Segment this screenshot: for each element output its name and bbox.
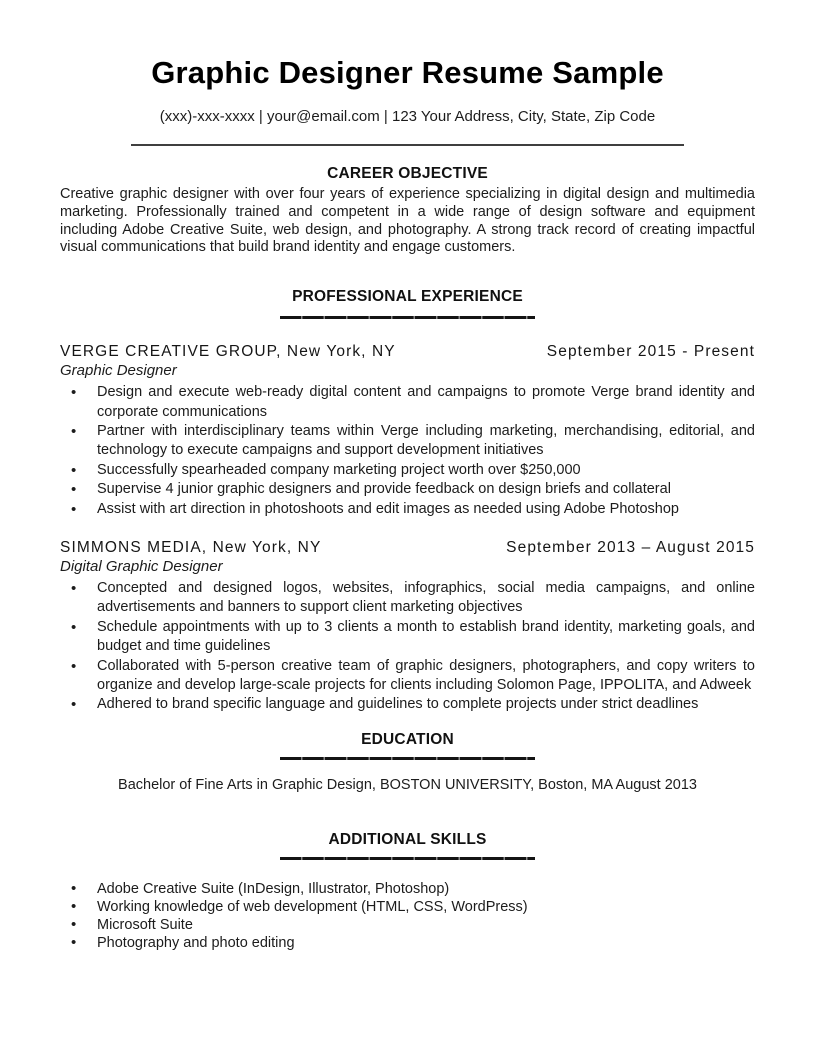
experience-bullet: • Schedule appointments with up to 3 clients a month to establish brand identity, marketing goals, and budget and time guidelines — [60, 618, 755, 657]
job-dates: September 2013 – August 2015 — [506, 539, 755, 557]
skill-item: • Working knowledge of web development (HTML, CSS, WordPress) — [60, 898, 755, 916]
skills-list — [60, 880, 755, 953]
experience-bullet: • Design and execute web-ready digital content and campaigns to promote Verge brand identity and corporate communications — [60, 383, 755, 422]
skill-item: • Photography and photo editing — [60, 934, 755, 952]
job-role: Graphic Designer — [60, 362, 177, 380]
experience-bullet: • Concepted and designed logos, websites, infographics, social media campaigns, and online advertisements and banners to support client marketing objectives — [60, 579, 755, 618]
contact-divider — [131, 144, 684, 146]
contact-line: (xxx)-xxx-xxxx | your@email.com | 123 Your Address, City, State, Zip Code — [159, 108, 656, 125]
job-company: VERGE CREATIVE GROUP, New York, NY — [60, 343, 396, 361]
experience-bullet: • Collaborated with 5-person creative team of graphic designers, photographers, and copy writers to organize and develop large-scale projects for clients including Solomon Page, IPPOLITA, and Adweek — [60, 657, 755, 696]
education-entry: Bachelor of Fine Arts in Graphic Design, BOSTON UNIVERSITY, Boston, MA August 2013 — [118, 776, 697, 793]
job-bullet-list-simmons — [60, 579, 755, 715]
heading-underline-experience — [280, 316, 535, 319]
objective-paragraph: Creative graphic designer with over four years of experience specializing in digital design and multimedia marketing. Professionally trained and competent in a wide range of design software and equipment including Adobe Creative Suite, web design, and photography. A strong track record of creating impactful visual communications that build brand identity and engage customers. — [60, 186, 755, 256]
section-heading-career-objective: CAREER OBJECTIVE — [327, 165, 488, 182]
job-role: Digital Graphic Designer — [60, 558, 223, 576]
job-company: SIMMONS MEDIA, New York, NY — [60, 539, 322, 557]
experience-bullet: • Supervise 4 junior graphic designers and provide feedback on design briefs and collateral — [60, 480, 755, 499]
skill-item: • Adobe Creative Suite (InDesign, Illustrator, Photoshop) — [60, 880, 755, 898]
job-header-verge — [60, 342, 755, 361]
section-heading-additional-skills: ADDITIONAL SKILLS — [328, 830, 487, 848]
experience-bullet: • Adhered to brand specific language and guidelines to complete projects under strict deadlines — [60, 695, 755, 714]
heading-underline-education — [280, 757, 535, 760]
experience-bullet: • Successfully spearheaded company marketing project worth over $250,000 — [60, 461, 755, 480]
experience-bullet: • Assist with art direction in photoshoots and edit images as needed using Adobe Photoshop — [60, 500, 755, 519]
job-dates: September 2015 - Present — [546, 343, 755, 361]
section-heading-professional-experience: PROFESSIONAL EXPERIENCE — [292, 288, 523, 306]
skill-item: • Microsoft Suite — [60, 916, 755, 934]
resume-title: Graphic Designer Resume Sample — [151, 55, 664, 90]
heading-underline-skills — [280, 857, 535, 860]
experience-bullet: • Partner with interdisciplinary teams within Verge including marketing, merchandising, editorial, and technology to execute campaigns and support development initiatives — [60, 422, 755, 461]
job-bullet-list-verge — [60, 383, 755, 519]
job-header-simmons — [60, 538, 755, 557]
section-heading-education: EDUCATION — [361, 730, 454, 748]
